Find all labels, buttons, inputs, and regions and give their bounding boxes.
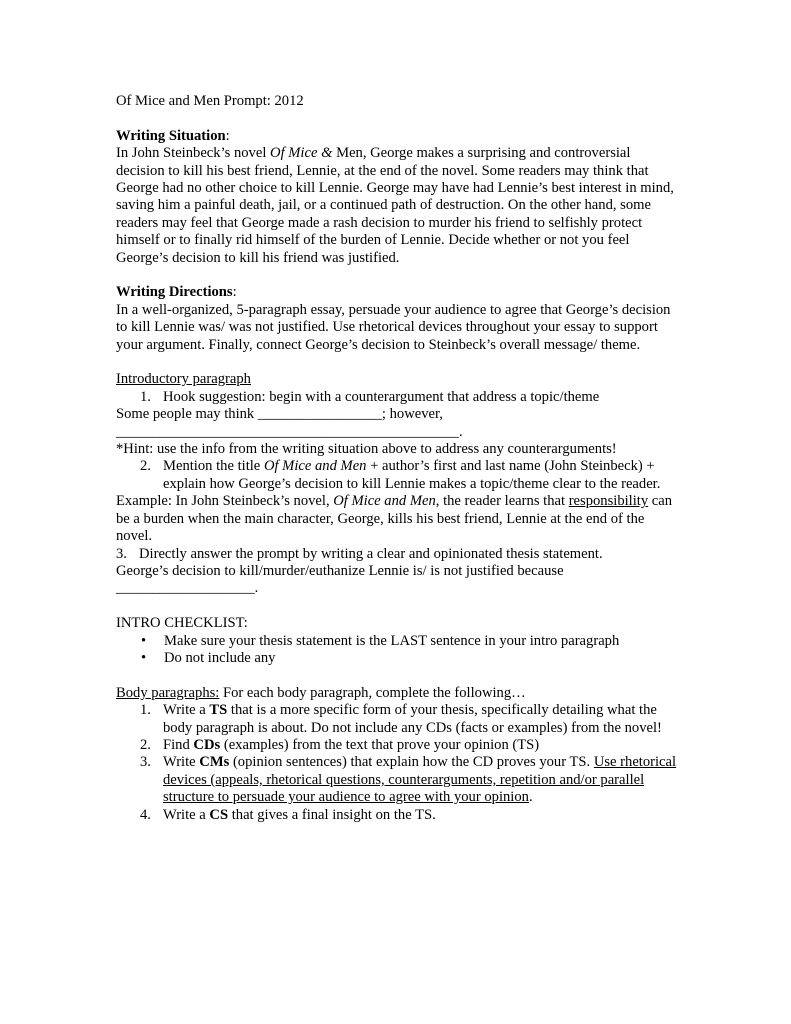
body-item-1-text-a: Write a [163, 702, 210, 719]
intro-item-1-number: 1. [140, 388, 151, 405]
body-item-2-text-c: (examples) from the text that prove your opinion (TS) [220, 736, 540, 753]
intro-item-3-number: 3. [116, 545, 127, 562]
body-item-2-bold: CDs [193, 736, 221, 753]
body-item-1 [116, 702, 678, 737]
bullet-icon: • [141, 649, 147, 666]
body-item-3-underlined: Use rhetorical devices (appeals, rhetorical questions, counterarguments, repetition and/or parallel structure to persuade your audience to agree with your opinion [163, 754, 677, 806]
situation-heading-colon: : [225, 127, 230, 144]
situation-text-2: Men, George makes a surprising and controversial decision to kill his best friend, Lennie, at the end of the novel. Some readers may think that George had no other choice to kill Lennie. George may have had Lennie’s best interest in mind, saving him a painful death, jail, or a continued path of destruction. On the other hand, some readers may feel that George made a rash decision to murder his friend to selfishly protect himself or to finally rid himself of the burden of Lennie. Decide whether or not you feel George’s decision to kill his friend was justified. [116, 145, 674, 266]
situation-heading [116, 128, 678, 145]
body-item-4-number: 4. [140, 806, 151, 823]
body-heading-line [116, 685, 678, 702]
body-item-4-bold: CS [209, 806, 229, 823]
intro-thesis: George’s decision to kill/murder/euthanize Lennie is/ is not justified because [116, 562, 564, 579]
intro-hook-blank: _______________________________________________. [116, 423, 463, 440]
intro-hint: *Hint: use the info from the writing situation above to address any counterarguments! [116, 441, 617, 458]
document-title: Of Mice and Men Prompt: 2012 [116, 93, 304, 109]
body-item-2 [116, 737, 678, 754]
directions-heading-label: Writing Directions [116, 284, 233, 301]
body-item-3-text-a: Write [163, 754, 200, 771]
intro-item-2-number: 2. [140, 458, 151, 475]
directions-heading [116, 284, 678, 301]
body-heading: Body paragraphs: [116, 684, 220, 701]
checklist-heading: INTRO CHECKLIST: [116, 615, 248, 632]
intro-item-2 [116, 458, 678, 493]
intro-item-3 [116, 546, 678, 563]
intro-item-2-text-b: + author’s first and last name (John Steinbeck) + explain how George’s decision to kill Lennie makes a topic/theme clear to the reader. [163, 458, 661, 492]
body-item-4-text-c: that gives a final insight on the TS. [228, 806, 436, 823]
intro-example-c: can be a burden when the main character, George, kills his best friend, Lennie at the end of the novel. [116, 493, 673, 545]
body-item-3-text-c: (opinion sentences) that explain how the CD proves your TS. [229, 754, 594, 771]
body-item-3 [116, 754, 678, 806]
checklist-item-1 [116, 633, 678, 650]
body-item-3-bold: CMs [199, 754, 230, 771]
body-item-4 [116, 807, 678, 824]
body-item-1-number: 1. [140, 702, 151, 719]
body-item-1-bold: TS [209, 702, 228, 719]
body-item-2-number: 2. [140, 736, 151, 753]
intro-hook-line: Some people may think _________________; however, [116, 406, 443, 423]
body-item-2-text-a: Find [163, 736, 194, 753]
body-item-1-text-c: that is a more specific form of your thesis, specifically detailing what the body paragraph is about. Do not include any CDs (facts or examples) from the novel! [163, 702, 662, 736]
directions-paragraph: In a well-organized, 5-paragraph essay, persuade your audience to agree that George’s decision to kill Lennie was/ was not justified. Use rhetorical devices throughout your essay to support your argument. Finally, connect George’s decision to Steinbeck’s overall message/ theme. [116, 301, 671, 353]
intro-example-b: , the reader learns that [435, 493, 569, 510]
checklist-item-2 [116, 650, 678, 667]
checklist-item-1-text: Make sure your thesis statement is the LAST sentence in your intro paragraph [164, 632, 620, 649]
body-item-3-number: 3. [140, 754, 151, 771]
intro-thesis-blank: ___________________. [116, 580, 259, 597]
situation-paragraph [116, 145, 678, 267]
intro-example-title: Of Mice and Men [333, 493, 436, 510]
intro-example-underlined: responsibility [568, 493, 649, 510]
intro-item-1 [116, 389, 678, 406]
intro-item-3-text: Directly answer the prompt by writing a clear and opinionated thesis statement. [139, 545, 603, 562]
intro-example-a: Example: In John Steinbeck’s novel, [116, 493, 334, 510]
situation-heading-label: Writing Situation [116, 127, 226, 144]
intro-item-1-text: Hook suggestion: begin with a counterargument that address a topic/theme [163, 388, 600, 405]
intro-example [116, 493, 678, 545]
intro-item-2-text-a: Mention the title [163, 458, 264, 475]
body-item-3-end: . [528, 789, 533, 806]
intro-item-2-novel-title: Of Mice and Men [263, 458, 367, 475]
body-intro: For each body paragraph, complete the following… [219, 684, 526, 701]
body-item-4-text-a: Write a [163, 806, 210, 823]
bullet-icon: • [141, 632, 147, 649]
checklist-item-2-text: Do not include any [164, 649, 276, 666]
document-page [116, 93, 678, 824]
situation-novel-title: Of Mice & [270, 145, 337, 162]
situation-text-1: In John Steinbeck’s novel [116, 145, 271, 162]
directions-heading-colon: : [232, 284, 237, 301]
intro-heading: Introductory paragraph [116, 371, 251, 388]
